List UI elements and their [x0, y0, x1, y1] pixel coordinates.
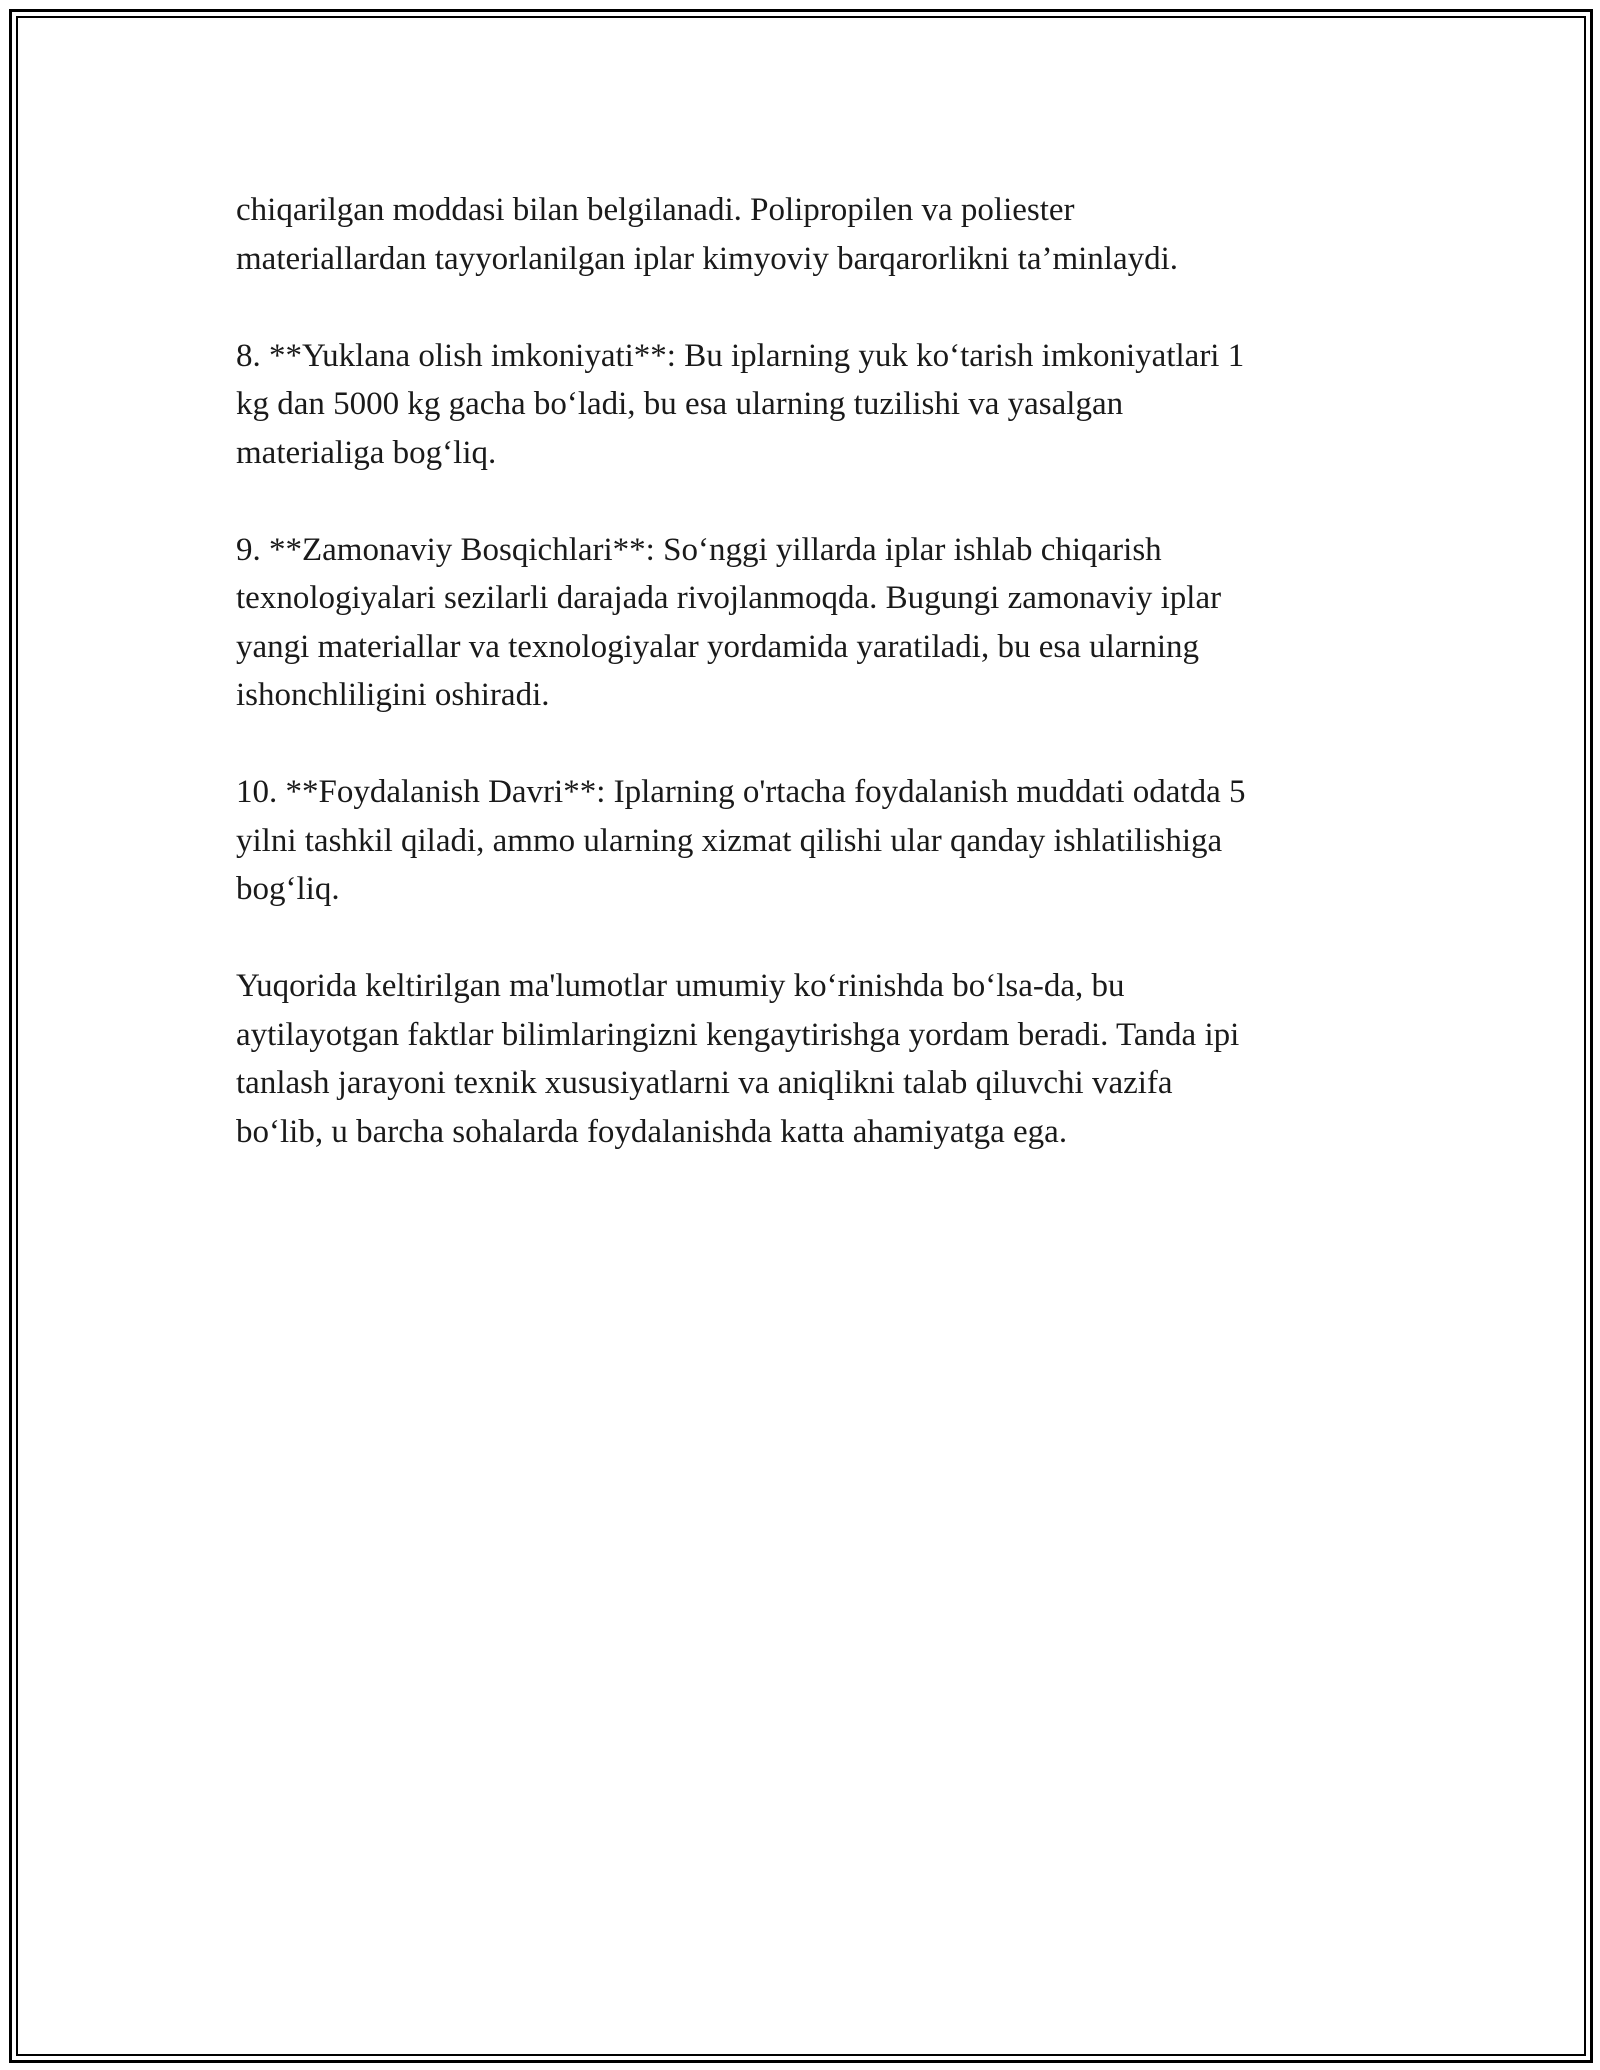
- paragraph-conclusion: Yuqorida keltirilgan ma'lumotlar umumiy koʻrinishda boʻlsa-da, bu aytilayotgan faktlar bilimlaringizni kengaytirishga yordam beradi. Tanda ipi tanlash jarayoni texnik xususiyatlarni va aniqlikni talab qiluvchi vazifa boʻlib, u barcha sohalarda foydalanishda katta ahamiyatga ega.: [236, 968, 1240, 1150]
- paragraph-item-8: 8. **Yuklana olish imkoniyati**: Bu iplarning yuk koʻtarish imkoniyatlari 1 kg dan 5000 kg gacha boʻladi, bu esa ularning tuzilishi va yasalgan materialiga bogʻliq.: [236, 337, 1245, 471]
- paragraph-item-9: 9. **Zamonaviy Bosqichlari**: Soʻnggi yillarda iplar ishlab chiqarish texnologiyalari sezilarli darajada rivojlanmoqda. Bugungi zamonaviy iplar yangi materiallar va texnologiyalar yordamida yaratiladi, bu esa ularning ishonchliligini oshiradi.: [236, 531, 1222, 713]
- document-body: [236, 186, 1376, 1205]
- paragraph-item-10: 10. **Foydalanish Davri**: Iplarning o'rtacha foydalanish muddati odatda 5 yilni tashkil qiladi, ammo ularning xizmat qilishi ular qanday ishlatilishiga bogʻliq.: [236, 774, 1246, 907]
- paragraph-continuation: chiqarilgan moddasi bilan belgilanadi. Polipropilen va poliester materiallardan tayyorlanilgan iplar kimyoviy barqarorlikni ta’minlaydi.: [236, 192, 1179, 277]
